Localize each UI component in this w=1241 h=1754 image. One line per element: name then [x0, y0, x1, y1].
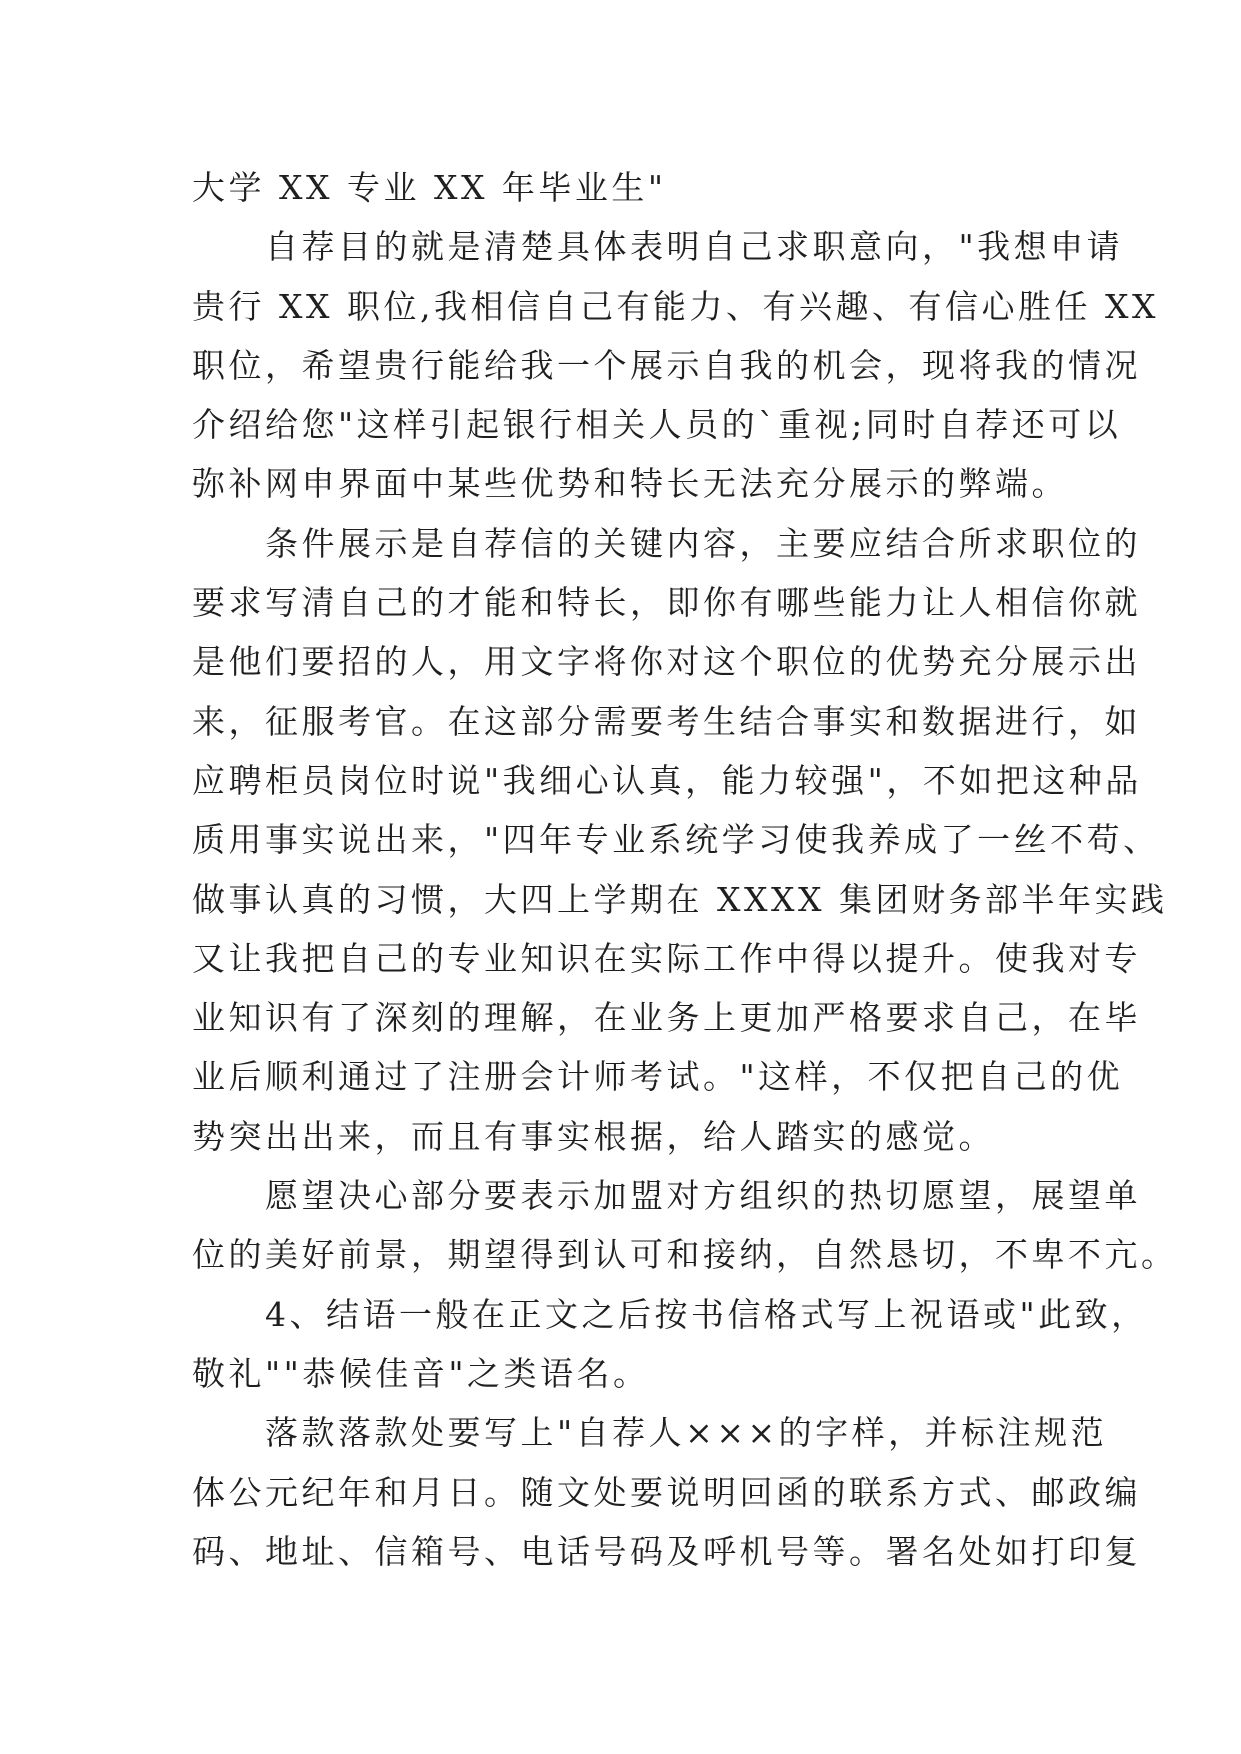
- text-line: 要求写清自己的才能和特长，即你有哪些能力让人相信你就: [192, 583, 1141, 623]
- text-line: 来，征服考官。在这部分需要考生结合事实和数据进行，如: [192, 701, 1141, 741]
- text-line: 势突出出来，而且有事实根据，给人踏实的感觉。: [192, 1116, 995, 1156]
- text-line: 大学 XX 专业 XX 年毕业生": [192, 168, 667, 207]
- text-line: 落款落款处要写上"自荐人×××的字样，并标注规范: [192, 1413, 1108, 1453]
- text-line: 又让我把自己的专业知识在实际工作中得以提升。使我对专: [192, 938, 1141, 978]
- text-line: 码、地址、信箱号、电话号码及呼机号等。署名处如打印复: [192, 1531, 1141, 1571]
- text-line: 职位，希望贵行能给我一个展示自我的机会，现将我的情况: [192, 345, 1141, 385]
- text-line: 贵行 XX 职位,我相信自己有能力、有兴趣、有信心胜任 XX: [192, 286, 1159, 326]
- text-line: 应聘柜员岗位时说"我细心认真，能力较强"，不如把这种品: [192, 760, 1142, 800]
- text-line: 做事认真的习惯，大四上学期在 XXXX 集团财务部半年实践: [192, 879, 1168, 919]
- text-line: 自荐目的就是清楚具体表明自己求职意向，"我想申请: [192, 227, 1124, 267]
- text-line: 业后顺利通过了注册会计师考试。"这样，不仅把自己的优: [192, 1057, 1124, 1097]
- text-line: 质用事实说出来，"四年专业系统学习使我养成了一丝不苟、: [192, 820, 1160, 860]
- text-line: 愿望决心部分要表示加盟对方组织的热切愿望，展望单: [192, 1176, 1141, 1216]
- document-body: [192, 158, 1178, 1581]
- text-line: 业知识有了深刻的理解，在业务上更加严格要求自己，在毕: [192, 998, 1141, 1038]
- text-line: 敬礼""恭候佳音"之类语名。: [192, 1353, 650, 1393]
- text-line: 位的美好前景，期望得到认可和接纳，自然恳切，不卑不亢。: [192, 1235, 1178, 1275]
- text-line: 介绍给您"这样引起银行相关人员的`重视;同时自荐还可以: [192, 405, 1122, 445]
- text-line: 条件展示是自荐信的关键内容，主要应结合所求职位的: [192, 523, 1141, 563]
- text-line: 弥补网申界面中某些优势和特长无法充分展示的弊端。: [192, 464, 1068, 504]
- text-line: 4、结语一般在正文之后按书信格式写上祝语或"此致，: [192, 1294, 1148, 1334]
- text-line: 是他们要招的人，用文字将你对这个职位的优势充分展示出: [192, 642, 1141, 682]
- text-line: 体公元纪年和月日。随文处要说明回函的联系方式、邮政编: [192, 1472, 1141, 1512]
